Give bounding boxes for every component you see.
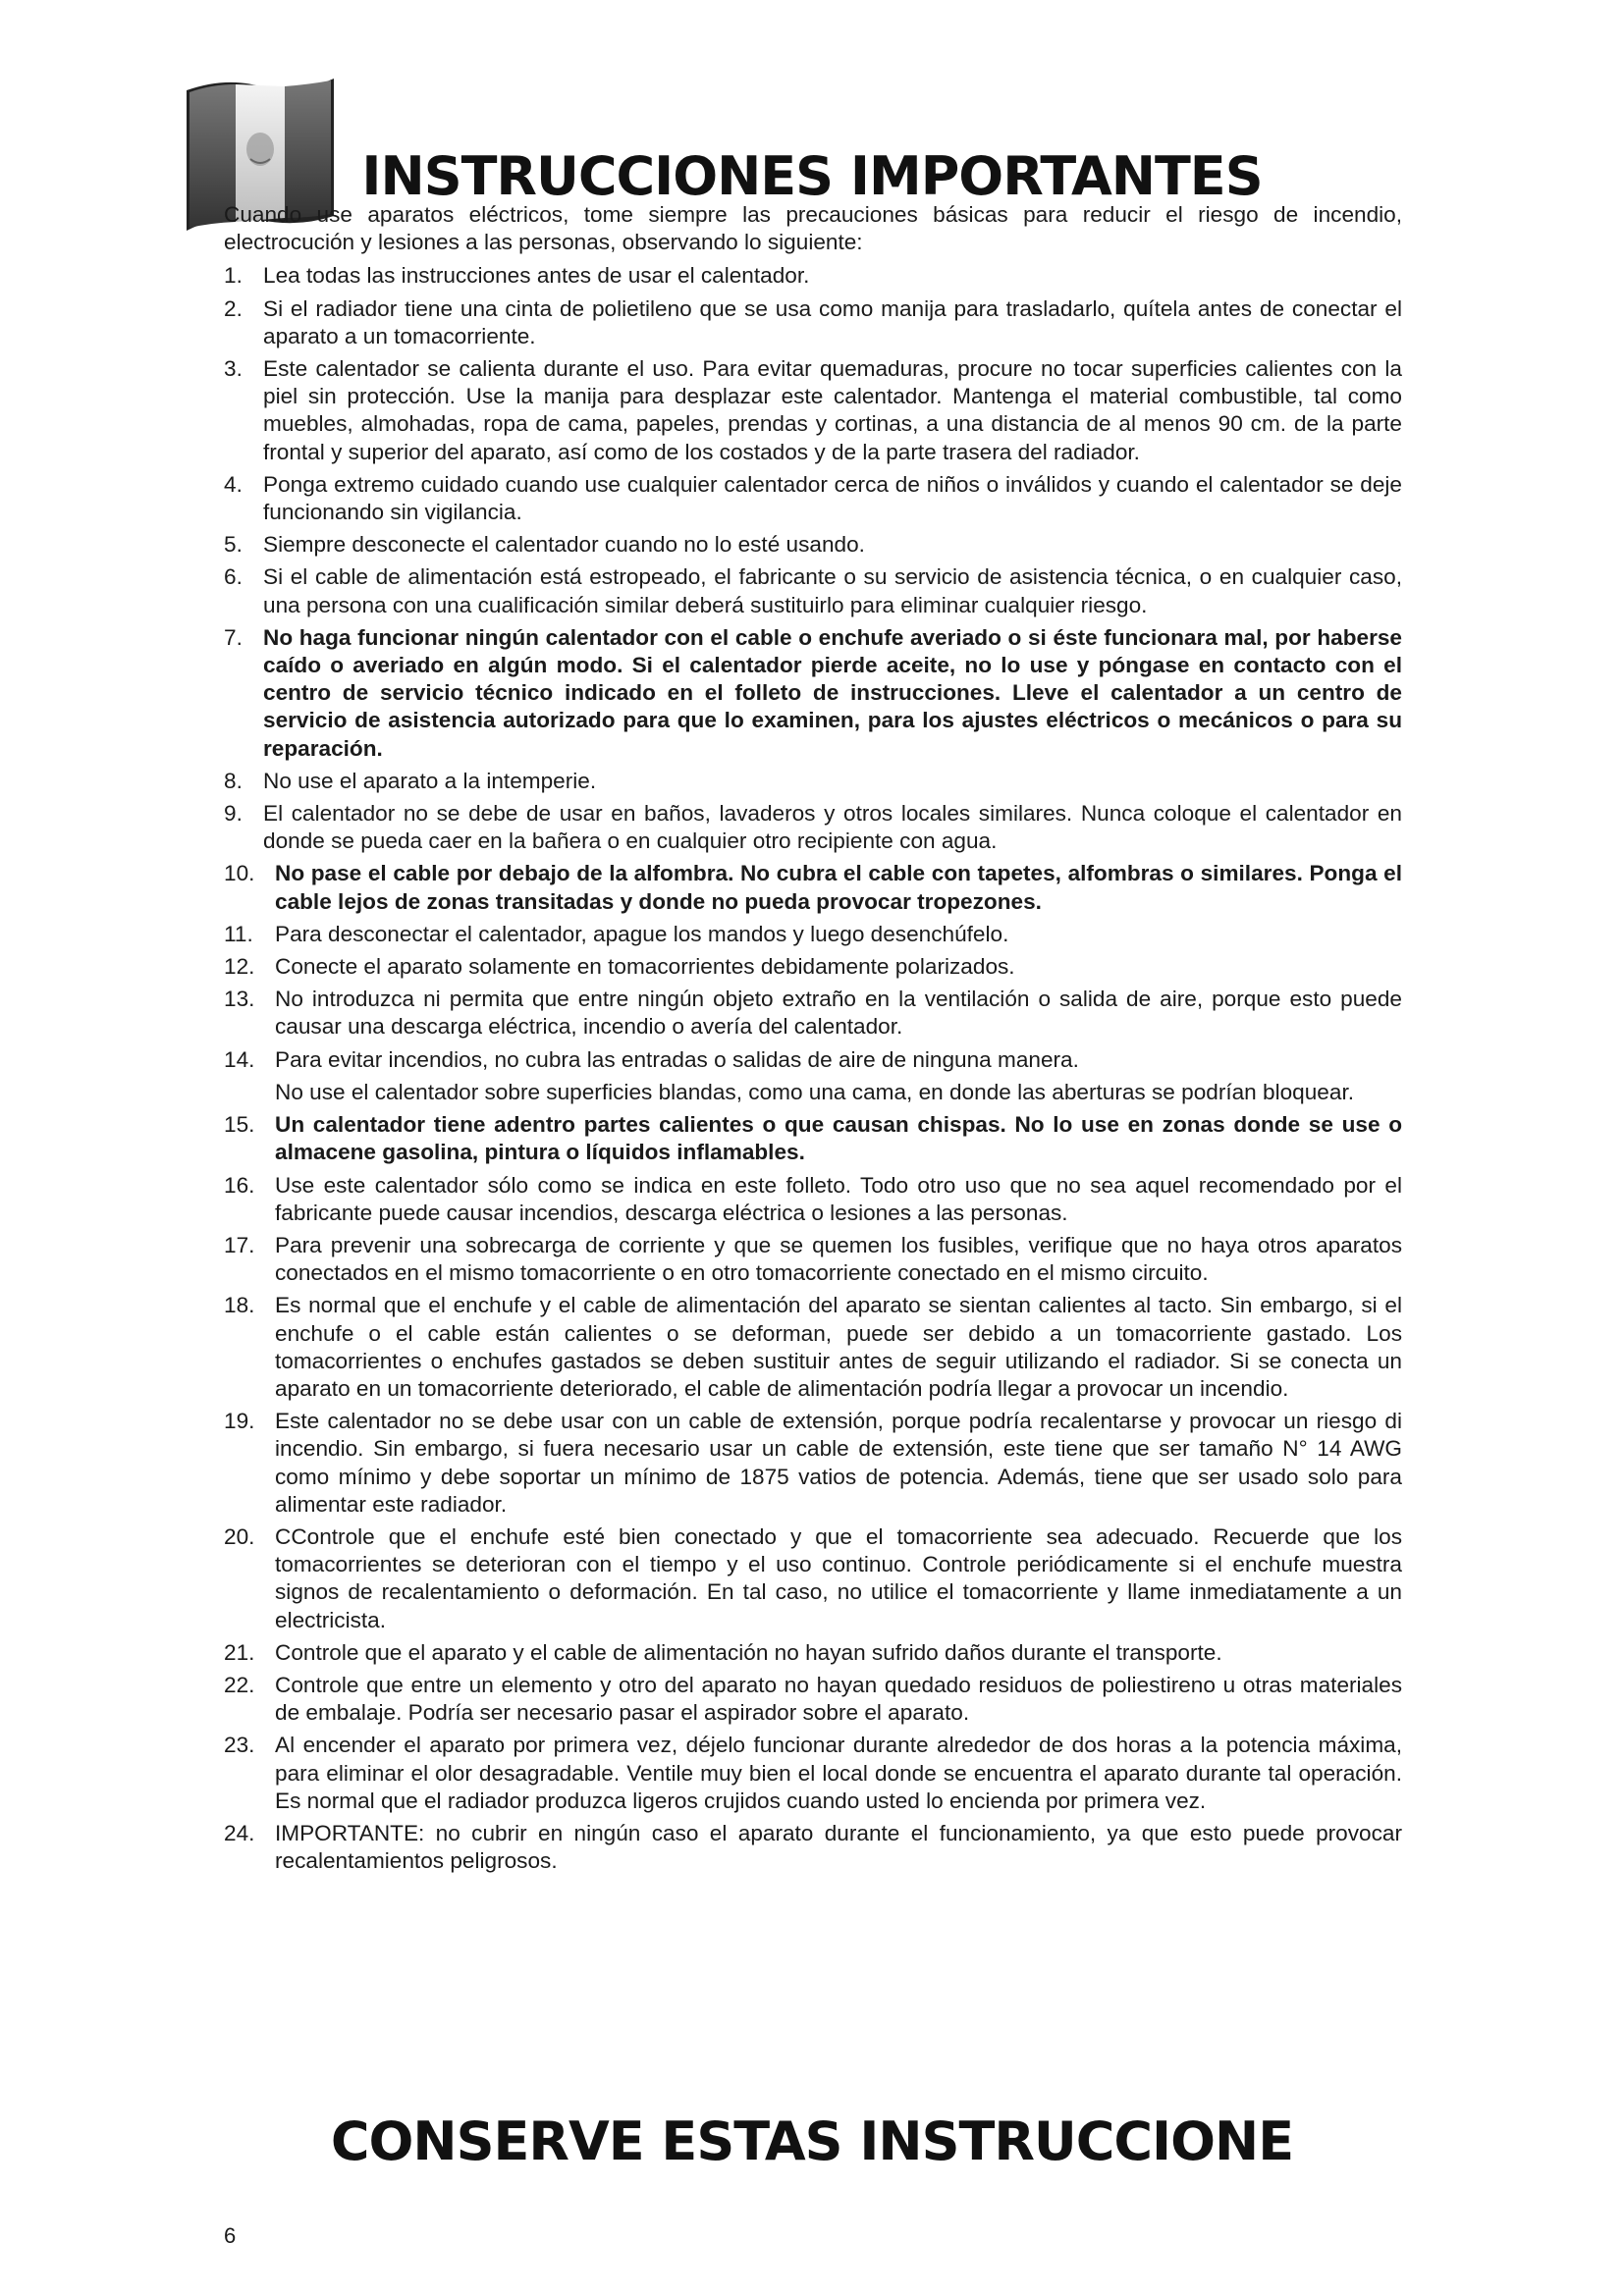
- list-item: 12. Conecte el aparato solamente en tomacorrientes debidamente polarizados.: [224, 954, 1015, 980]
- list-item: 8. No use el aparato a la intemperie.: [224, 768, 597, 793]
- page-number: 6: [224, 2223, 237, 2248]
- list-item: 11. Para desconectar el calentador, apague los mandos y luego desenchúfelo.: [224, 921, 1009, 946]
- list-item: 21. Controle que el aparato y el cable de alimentación no hayan sufrido daños durante el transporte.: [224, 1639, 1222, 1665]
- footer-title: CONSERVE ESTAS INSTRUCCIONE: [330, 2110, 1294, 2172]
- list-item: 22. Controle que entre un elemento y otro del aparato no hayan quedado residuos de poliestireno u otras materiales de embalaje. Podría ser necesario pasar el aspirador sobre el aparato.: [224, 1672, 1402, 1726]
- list-item: 6. Si el cable de alimentación está estropeado, el fabricante o su servicio de asistencia técnica, o en cualquier caso, una persona con una cualificación similar deberá sustituirlo para eliminar cualquier riesgo.: [224, 564, 1402, 617]
- page-title: INSTRUCCIONES IMPORTANTES: [361, 145, 1263, 207]
- list-item: 5. Siempre desconecte el calentador cuando no lo esté usando.: [224, 532, 865, 558]
- instructions-body: [224, 201, 1402, 1880]
- list-item: 23. Al encender el aparato por primera vez, déjelo funcionar durante alrededor de dos horas a la potencia máxima, para eliminar el olor desagradable. Ventile muy bien el local donde se encuentra el aparato durante tal operación. Es normal que el radiador produzca ligeros crujidos cuando usted lo encienda por primera vez.: [224, 1733, 1402, 1813]
- list-item: No use el calentador sobre superficies blandas, como una cama, en donde las aberturas se podrían bloquear.: [275, 1079, 1354, 1104]
- list-item: 16. Use este calentador sólo como se indica en este folleto. Todo otro uso que no sea aquel recomendado por el fabricante puede causar incendios, descarga eléctrica o lesiones a las personas.: [224, 1172, 1402, 1225]
- instruction-list: [224, 262, 1402, 1875]
- list-item: 10. No pase el cable por debajo de la alfombra. No cubra el cable con tapetes, alfombras o similares. Ponga el cable lejos de zonas transitadas y donde no pueda provocar tropezones.: [224, 861, 1402, 914]
- list-item: 4. Ponga extremo cuidado cuando use cualquier calentador cerca de niños o inválidos y cuando el calentador se deje funcionando sin vigilancia.: [224, 471, 1402, 525]
- list-item: 9. El calentador no se debe de usar en baños, lavaderos y otros locales similares. Nunca coloque el calentador en donde se pueda caer en la bañera o en cualquier otro recipiente con agua.: [224, 801, 1402, 854]
- list-item: 17. Para prevenir una sobrecarga de corriente y que se quemen los fusibles, verifique que no haya otros aparatos conectados en el mismo tomacorriente o en otro tomacorriente conectado en el mismo circuito.: [224, 1232, 1402, 1286]
- intro-paragraph: Cuando use aparatos eléctricos, tome siempre las precauciones básicas para reducir el riesgo de incendio, electrocución y lesiones a las personas, observando lo siguiente:: [224, 202, 1402, 255]
- list-item: 19. Este calentador no se debe usar con un cable de extensión, porque podría recalentarse y provocar un riesgo di incendio. Sin embargo, si fuera necesario usar un cable de extensión, este tiene que ser tamaño N° 14 AWG como mínimo y debe soportar un mínimo de 1875 vatios de potencia. Además, tiene que ser usado solo para alimentar este radiador.: [224, 1409, 1402, 1517]
- list-item: 1. Lea todas las instrucciones antes de usar el calentador.: [224, 263, 810, 289]
- list-item: 2. Si el radiador tiene una cinta de polietileno que se usa como manija para trasladarlo, quítela antes de conectar el aparato a un tomacorriente.: [224, 295, 1402, 348]
- list-item: 3. Este calentador se calienta durante el uso. Para evitar quemaduras, procure no tocar superficies calientes con la piel sin protección. Use la manija para desplazar este calentador. Mantenga el material combustible, tal como muebles, almohadas, ropa de cama, papeles, prendas y cortinas, a una distancia de al menos 90 cm. de la parte frontal y superior del aparato, así como de los costados y de la parte trasera del radiador.: [224, 356, 1402, 464]
- list-item: 13. No introduzca ni permita que entre ningún objeto extraño en la ventilación o salida de aire, porque esto puede causar una descarga eléctrica, incendio o avería del calentador.: [224, 987, 1402, 1040]
- list-item: 14. Para evitar incendios, no cubra las entradas o salidas de aire de ninguna manera.: [224, 1046, 1079, 1072]
- list-item: 15. Un calentador tiene adentro partes calientes o que causan chispas. No lo use en zonas donde se use o almacene gasolina, pintura o líquidos inflamables.: [224, 1112, 1402, 1165]
- list-item: 7. No haga funcionar ningún calentador con el cable o enchufe averiado o si éste funcionara mal, por haberse caído o averiado en algún modo. Si el calentador pierde aceite, no lo use y póngase en contacto con el centro de servicio técnico indicado en el folleto de instrucciones. Lleve el calentador a un centro de servicio de asistencia autorizado para que lo examinen, para los ajustes eléctricos o mecánicos o para su reparación.: [224, 624, 1402, 761]
- list-item: 20. CControle que el enchufe esté bien conectado y que el tomacorriente sea adecuado. Recuerde que los tomacorrientes se deterioran con el tiempo y el uso continuo. Controle periódicamente si el enchufe muestra signos de recalentamiento o deformación. En tal caso, no utilice el tomacorriente y llame inmediatamente a un electricista.: [224, 1523, 1402, 1632]
- list-item: 24. IMPORTANTE: no cubrir en ningún caso el aparato durante el funcionamiento, ya que esto puede provocar recalentamientos peligrosos.: [224, 1820, 1402, 1874]
- list-item: 18. Es normal que el enchufe y el cable de alimentación del aparato se sientan calientes al tacto. Sin embargo, si el enchufe o el cable están calientes o se deforman, puede ser debido a un tomacorriente gastado. Los tomacorrientes o enchufes gastados se deben sustituir antes de seguir utilizando el radiador. Si se conecta un aparato en un tomacorriente deteriorado, el cable de alimentación podría llegar a provocar un incendio.: [224, 1293, 1402, 1401]
